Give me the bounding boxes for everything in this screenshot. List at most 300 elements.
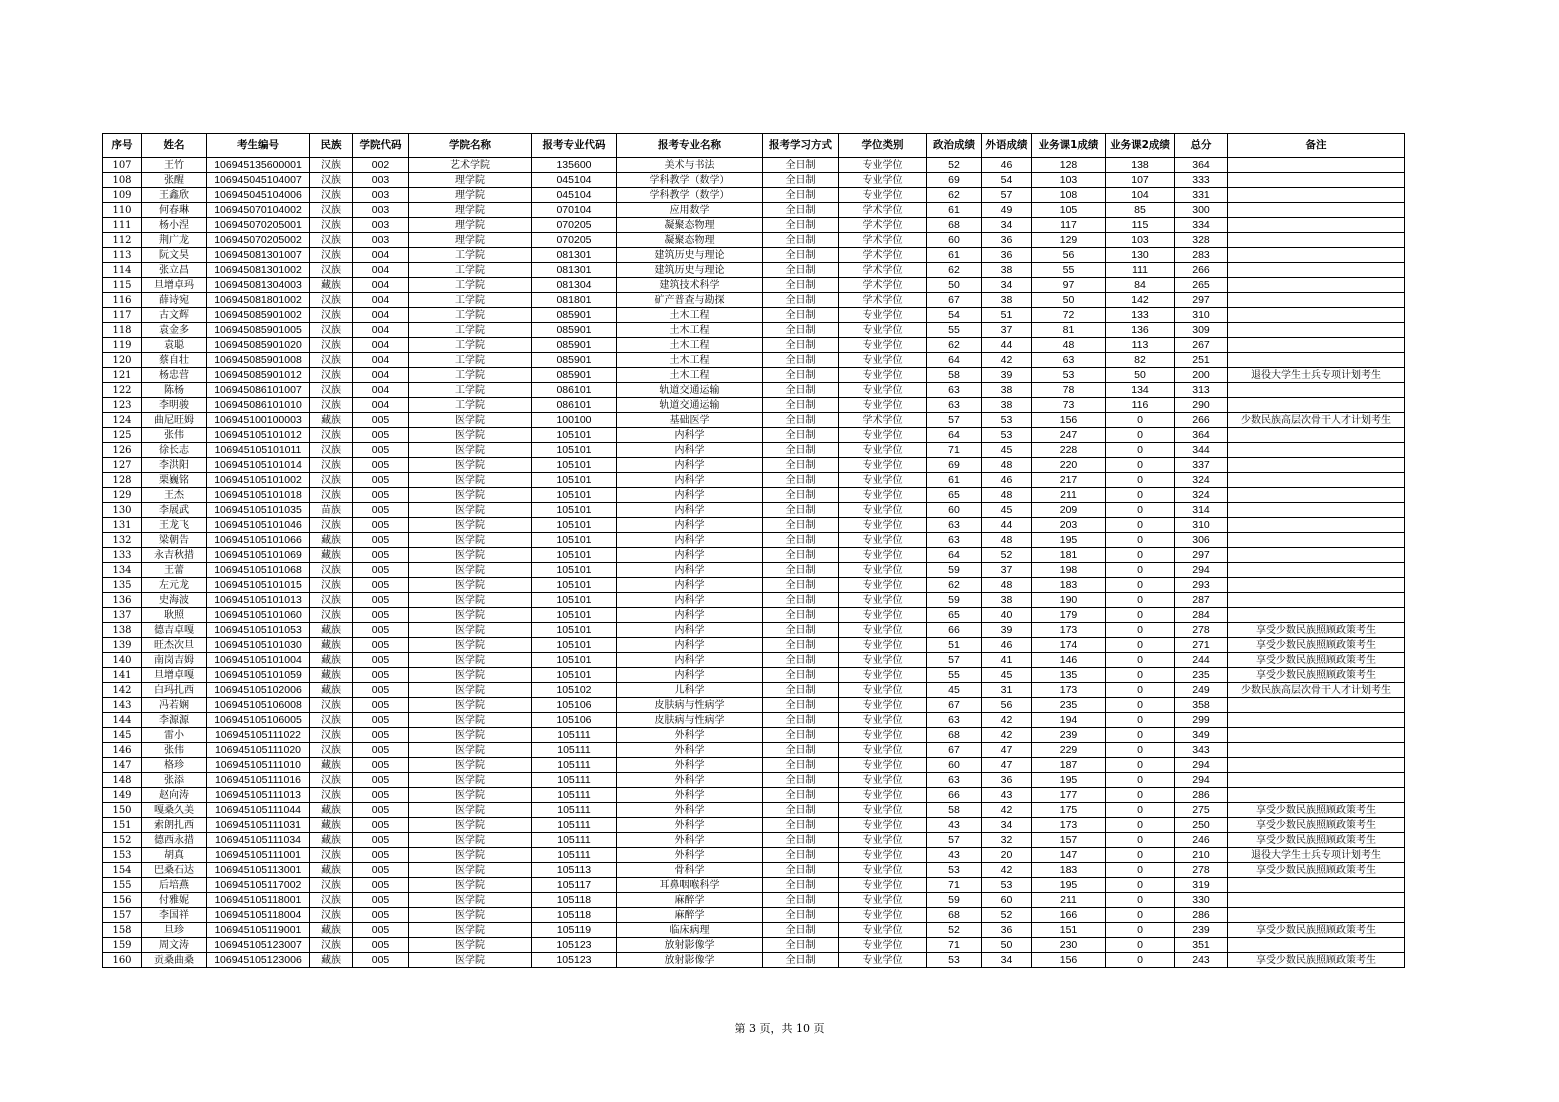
cell-total-score: 313: [1175, 383, 1228, 398]
cell-major-name: 内科学: [617, 563, 763, 578]
cell-college-code: 004: [353, 368, 409, 383]
cell-exam-id: 106945105111020: [207, 743, 310, 758]
cell-subject1-score: 63: [1032, 353, 1106, 368]
cell-politics-score: 65: [927, 608, 982, 623]
cell-exam-id: 106945105101035: [207, 503, 310, 518]
cell-degree-type: 专业学位: [839, 803, 927, 818]
cell-total-score: 314: [1175, 503, 1228, 518]
cell-ethnicity: 汉族: [310, 233, 353, 248]
table-row: [103, 173, 1405, 188]
cell-study-mode: 全日制: [763, 803, 839, 818]
cell-college-name: 医学院: [409, 848, 532, 863]
cell-college-name: 工学院: [409, 353, 532, 368]
cell-remarks: [1228, 788, 1405, 803]
cell-college-name: 医学院: [409, 818, 532, 833]
cell-politics-score: 64: [927, 353, 982, 368]
table-row: [103, 293, 1405, 308]
cell-exam-id: 106945105119001: [207, 923, 310, 938]
cell-seq: 135: [103, 578, 142, 593]
cell-major-name: 外科学: [617, 743, 763, 758]
cell-exam-id: 106945085901012: [207, 368, 310, 383]
cell-college-name: 医学院: [409, 623, 532, 638]
cell-major-name: 土木工程: [617, 353, 763, 368]
cell-college-code: 005: [353, 818, 409, 833]
cell-seq: 112: [103, 233, 142, 248]
cell-degree-type: 专业学位: [839, 338, 927, 353]
cell-college-code: 005: [353, 923, 409, 938]
cell-degree-type: 专业学位: [839, 428, 927, 443]
cell-major-name: 皮肤病与性病学: [617, 713, 763, 728]
cell-politics-score: 66: [927, 788, 982, 803]
cell-exam-id: 106945105101066: [207, 533, 310, 548]
cell-major-name: 基础医学: [617, 413, 763, 428]
cell-exam-id: 106945070205002: [207, 233, 310, 248]
cell-language-score: 32: [982, 833, 1032, 848]
cell-politics-score: 61: [927, 473, 982, 488]
cell-ethnicity: 汉族: [310, 293, 353, 308]
table-row: [103, 458, 1405, 473]
cell-subject2-score: 0: [1106, 638, 1175, 653]
cell-name: 冯若娴: [142, 698, 207, 713]
cell-study-mode: 全日制: [763, 848, 839, 863]
cell-name: 杨忠营: [142, 368, 207, 383]
cell-total-score: 294: [1175, 758, 1228, 773]
cell-seq: 126: [103, 443, 142, 458]
cell-study-mode: 全日制: [763, 323, 839, 338]
cell-degree-type: 专业学位: [839, 473, 927, 488]
cell-language-score: 45: [982, 503, 1032, 518]
cell-language-score: 43: [982, 788, 1032, 803]
cell-subject1-score: 48: [1032, 338, 1106, 353]
cell-college-name: 工学院: [409, 383, 532, 398]
cell-study-mode: 全日制: [763, 773, 839, 788]
cell-seq: 129: [103, 488, 142, 503]
cell-seq: 119: [103, 338, 142, 353]
table-row: [103, 683, 1405, 698]
cell-exam-id: 106945105113001: [207, 863, 310, 878]
cell-major-code: 105101: [532, 548, 617, 563]
cell-politics-score: 45: [927, 683, 982, 698]
cell-college-name: 艺术学院: [409, 158, 532, 173]
cell-ethnicity: 汉族: [310, 518, 353, 533]
cell-politics-score: 62: [927, 188, 982, 203]
cell-remarks: [1228, 743, 1405, 758]
cell-language-score: 36: [982, 248, 1032, 263]
cell-name: 永吉秋措: [142, 548, 207, 563]
cell-major-code: 085901: [532, 323, 617, 338]
cell-study-mode: 全日制: [763, 338, 839, 353]
cell-ethnicity: 藏族: [310, 833, 353, 848]
cell-major-code: 105101: [532, 608, 617, 623]
column-header-major-name: 报考专业名称: [617, 134, 763, 158]
cell-major-name: 骨科学: [617, 863, 763, 878]
cell-major-name: 内科学: [617, 533, 763, 548]
cell-major-name: 内科学: [617, 458, 763, 473]
column-header-ethnicity: 民族: [310, 134, 353, 158]
cell-seq: 125: [103, 428, 142, 443]
cell-major-code: 045104: [532, 173, 617, 188]
cell-total-score: 294: [1175, 563, 1228, 578]
cell-politics-score: 57: [927, 833, 982, 848]
table-row: [103, 263, 1405, 278]
cell-language-score: 42: [982, 353, 1032, 368]
cell-total-score: 324: [1175, 488, 1228, 503]
cell-total-score: 200: [1175, 368, 1228, 383]
cell-seq: 124: [103, 413, 142, 428]
cell-exam-id: 106945105106005: [207, 713, 310, 728]
table-row: [103, 518, 1405, 533]
cell-remarks: [1228, 593, 1405, 608]
cell-subject2-score: 0: [1106, 773, 1175, 788]
cell-subject1-score: 147: [1032, 848, 1106, 863]
cell-remarks: [1228, 173, 1405, 188]
cell-ethnicity: 汉族: [310, 428, 353, 443]
cell-study-mode: 全日制: [763, 788, 839, 803]
cell-subject2-score: 104: [1106, 188, 1175, 203]
cell-total-score: 306: [1175, 533, 1228, 548]
cell-major-code: 105101: [532, 593, 617, 608]
cell-politics-score: 52: [927, 158, 982, 173]
cell-language-score: 34: [982, 818, 1032, 833]
cell-subject1-score: 195: [1032, 773, 1106, 788]
cell-college-name: 医学院: [409, 878, 532, 893]
cell-language-score: 40: [982, 608, 1032, 623]
cell-major-code: 105113: [532, 863, 617, 878]
cell-major-code: 105111: [532, 848, 617, 863]
cell-politics-score: 62: [927, 578, 982, 593]
cell-college-name: 医学院: [409, 953, 532, 968]
cell-major-name: 外科学: [617, 833, 763, 848]
cell-exam-id: 106945105101015: [207, 578, 310, 593]
cell-college-code: 005: [353, 623, 409, 638]
cell-subject2-score: 0: [1106, 743, 1175, 758]
cell-total-score: 286: [1175, 788, 1228, 803]
cell-degree-type: 专业学位: [839, 188, 927, 203]
cell-major-code: 105111: [532, 818, 617, 833]
cell-seq: 145: [103, 728, 142, 743]
cell-seq: 150: [103, 803, 142, 818]
cell-total-score: 349: [1175, 728, 1228, 743]
cell-subject2-score: 0: [1106, 428, 1175, 443]
cell-ethnicity: 汉族: [310, 203, 353, 218]
cell-exam-id: 106945105101018: [207, 488, 310, 503]
cell-ethnicity: 汉族: [310, 713, 353, 728]
cell-seq: 160: [103, 953, 142, 968]
cell-ethnicity: 汉族: [310, 488, 353, 503]
cell-politics-score: 53: [927, 953, 982, 968]
cell-politics-score: 55: [927, 668, 982, 683]
cell-ethnicity: 藏族: [310, 818, 353, 833]
cell-subject2-score: 0: [1106, 803, 1175, 818]
cell-college-name: 医学院: [409, 563, 532, 578]
cell-study-mode: 全日制: [763, 218, 839, 233]
cell-seq: 136: [103, 593, 142, 608]
cell-language-score: 42: [982, 863, 1032, 878]
cell-major-name: 学科教学（数学）: [617, 173, 763, 188]
cell-major-name: 学科教学（数学）: [617, 188, 763, 203]
cell-degree-type: 专业学位: [839, 788, 927, 803]
cell-total-score: 358: [1175, 698, 1228, 713]
cell-seq: 114: [103, 263, 142, 278]
cell-study-mode: 全日制: [763, 953, 839, 968]
cell-major-code: 081301: [532, 248, 617, 263]
cell-college-name: 医学院: [409, 653, 532, 668]
cell-major-name: 内科学: [617, 488, 763, 503]
cell-subject1-score: 181: [1032, 548, 1106, 563]
cell-name: 张醒: [142, 173, 207, 188]
cell-exam-id: 106945105101030: [207, 638, 310, 653]
cell-college-code: 003: [353, 233, 409, 248]
cell-college-code: 004: [353, 263, 409, 278]
cell-total-score: 284: [1175, 608, 1228, 623]
cell-exam-id: 106945105123006: [207, 953, 310, 968]
page-footer: [0, 1020, 1559, 1036]
cell-major-code: 105101: [532, 443, 617, 458]
cell-name: 薛诗宛: [142, 293, 207, 308]
cell-total-score: 265: [1175, 278, 1228, 293]
cell-subject1-score: 190: [1032, 593, 1106, 608]
cell-subject2-score: 0: [1106, 758, 1175, 773]
cell-study-mode: 全日制: [763, 203, 839, 218]
cell-college-name: 理学院: [409, 173, 532, 188]
cell-major-code: 105111: [532, 728, 617, 743]
cell-study-mode: 全日制: [763, 653, 839, 668]
cell-remarks: [1228, 248, 1405, 263]
column-header-language-score: 外语成绩: [982, 134, 1032, 158]
cell-language-score: 38: [982, 293, 1032, 308]
cell-college-name: 医学院: [409, 803, 532, 818]
cell-seq: 108: [103, 173, 142, 188]
table-row: [103, 308, 1405, 323]
cell-study-mode: 全日制: [763, 188, 839, 203]
cell-major-code: 105111: [532, 803, 617, 818]
cell-major-code: 081801: [532, 293, 617, 308]
cell-subject2-score: 0: [1106, 848, 1175, 863]
cell-exam-id: 106945086101010: [207, 398, 310, 413]
cell-total-score: 364: [1175, 428, 1228, 443]
cell-language-score: 38: [982, 383, 1032, 398]
cell-degree-type: 专业学位: [839, 848, 927, 863]
cell-politics-score: 68: [927, 728, 982, 743]
cell-study-mode: 全日制: [763, 623, 839, 638]
cell-major-code: 105101: [532, 638, 617, 653]
cell-subject2-score: 142: [1106, 293, 1175, 308]
cell-seq: 131: [103, 518, 142, 533]
cell-degree-type: 专业学位: [839, 488, 927, 503]
cell-subject2-score: 0: [1106, 713, 1175, 728]
cell-subject2-score: 0: [1106, 908, 1175, 923]
cell-language-score: 37: [982, 563, 1032, 578]
cell-degree-type: 专业学位: [839, 443, 927, 458]
cell-study-mode: 全日制: [763, 488, 839, 503]
cell-study-mode: 全日制: [763, 278, 839, 293]
cell-remarks: [1228, 878, 1405, 893]
cell-degree-type: 专业学位: [839, 533, 927, 548]
cell-total-score: 283: [1175, 248, 1228, 263]
cell-major-name: 外科学: [617, 803, 763, 818]
table-row: [103, 533, 1405, 548]
cell-degree-type: 专业学位: [839, 773, 927, 788]
cell-remarks: [1228, 533, 1405, 548]
cell-degree-type: 专业学位: [839, 158, 927, 173]
cell-degree-type: 学术学位: [839, 248, 927, 263]
cell-college-name: 医学院: [409, 668, 532, 683]
cell-total-score: 328: [1175, 233, 1228, 248]
cell-major-code: 105101: [532, 458, 617, 473]
cell-remarks: 享受少数民族照顾政策考生: [1228, 953, 1405, 968]
cell-total-score: 297: [1175, 548, 1228, 563]
cell-language-score: 50: [982, 938, 1032, 953]
cell-subject1-score: 217: [1032, 473, 1106, 488]
cell-college-name: 医学院: [409, 893, 532, 908]
cell-name: 史海波: [142, 593, 207, 608]
cell-college-name: 工学院: [409, 248, 532, 263]
cell-remarks: 享受少数民族照顾政策考生: [1228, 863, 1405, 878]
table-row: [103, 188, 1405, 203]
cell-study-mode: 全日制: [763, 698, 839, 713]
cell-subject2-score: 111: [1106, 263, 1175, 278]
cell-seq: 158: [103, 923, 142, 938]
cell-exam-id: 106945105123007: [207, 938, 310, 953]
cell-subject2-score: 0: [1106, 653, 1175, 668]
cell-name: 陈杨: [142, 383, 207, 398]
cell-ethnicity: 汉族: [310, 308, 353, 323]
cell-total-score: 310: [1175, 308, 1228, 323]
cell-remarks: [1228, 473, 1405, 488]
cell-major-code: 105101: [532, 653, 617, 668]
cell-seq: 155: [103, 878, 142, 893]
cell-name: 张添: [142, 773, 207, 788]
cell-ethnicity: 汉族: [310, 788, 353, 803]
cell-college-name: 医学院: [409, 503, 532, 518]
cell-name: 后培燕: [142, 878, 207, 893]
cell-politics-score: 67: [927, 293, 982, 308]
cell-total-score: 343: [1175, 743, 1228, 758]
cell-seq: 107: [103, 158, 142, 173]
cell-remarks: [1228, 443, 1405, 458]
table-row: [103, 203, 1405, 218]
cell-degree-type: 专业学位: [839, 863, 927, 878]
cell-language-score: 47: [982, 758, 1032, 773]
cell-name: 旺杰次旦: [142, 638, 207, 653]
cell-exam-id: 106945105111022: [207, 728, 310, 743]
cell-subject1-score: 72: [1032, 308, 1106, 323]
cell-subject1-score: 195: [1032, 533, 1106, 548]
cell-name: 旦珍: [142, 923, 207, 938]
cell-study-mode: 全日制: [763, 263, 839, 278]
cell-subject1-score: 117: [1032, 218, 1106, 233]
cell-college-code: 005: [353, 908, 409, 923]
cell-politics-score: 52: [927, 923, 982, 938]
cell-subject2-score: 0: [1106, 833, 1175, 848]
cell-politics-score: 65: [927, 488, 982, 503]
cell-major-code: 105111: [532, 758, 617, 773]
cell-language-score: 48: [982, 533, 1032, 548]
cell-seq: 154: [103, 863, 142, 878]
cell-college-name: 医学院: [409, 443, 532, 458]
cell-ethnicity: 藏族: [310, 863, 353, 878]
cell-major-name: 建筑历史与理论: [617, 248, 763, 263]
cell-seq: 109: [103, 188, 142, 203]
cell-exam-id: 106945135600001: [207, 158, 310, 173]
cell-college-code: 005: [353, 653, 409, 668]
cell-remarks: [1228, 458, 1405, 473]
cell-subject1-score: 239: [1032, 728, 1106, 743]
cell-seq: 139: [103, 638, 142, 653]
cell-major-code: 105111: [532, 743, 617, 758]
table-row: [103, 473, 1405, 488]
cell-exam-id: 106945085901005: [207, 323, 310, 338]
cell-study-mode: 全日制: [763, 893, 839, 908]
cell-subject2-score: 0: [1106, 518, 1175, 533]
cell-major-code: 105111: [532, 773, 617, 788]
cell-college-name: 工学院: [409, 293, 532, 308]
cell-major-code: 070205: [532, 233, 617, 248]
cell-exam-id: 106945105101011: [207, 443, 310, 458]
cell-major-code: 085901: [532, 338, 617, 353]
cell-politics-score: 63: [927, 398, 982, 413]
table-row: [103, 353, 1405, 368]
cell-name: 王龙飞: [142, 518, 207, 533]
cell-subject1-score: 173: [1032, 818, 1106, 833]
cell-college-name: 医学院: [409, 773, 532, 788]
cell-subject2-score: 0: [1106, 788, 1175, 803]
cell-degree-type: 学术学位: [839, 278, 927, 293]
cell-major-name: 凝聚态物理: [617, 233, 763, 248]
cell-subject1-score: 198: [1032, 563, 1106, 578]
table-row: [103, 728, 1405, 743]
cell-remarks: 退役大学生士兵专项计划考生: [1228, 368, 1405, 383]
cell-total-score: 334: [1175, 218, 1228, 233]
cell-major-name: 土木工程: [617, 308, 763, 323]
cell-total-score: 266: [1175, 413, 1228, 428]
cell-college-name: 医学院: [409, 458, 532, 473]
cell-language-score: 34: [982, 278, 1032, 293]
cell-study-mode: 全日制: [763, 548, 839, 563]
cell-politics-score: 63: [927, 713, 982, 728]
table-row: [103, 623, 1405, 638]
cell-subject1-score: 247: [1032, 428, 1106, 443]
cell-degree-type: 专业学位: [839, 953, 927, 968]
column-header-exam-id: 考生编号: [207, 134, 310, 158]
cell-subject2-score: 107: [1106, 173, 1175, 188]
cell-college-code: 005: [353, 758, 409, 773]
cell-college-code: 004: [353, 248, 409, 263]
cell-name: 荆广龙: [142, 233, 207, 248]
cell-exam-id: 106945105111034: [207, 833, 310, 848]
cell-total-score: 297: [1175, 293, 1228, 308]
cell-remarks: 享受少数民族照顾政策考生: [1228, 833, 1405, 848]
cell-politics-score: 50: [927, 278, 982, 293]
cell-major-name: 外科学: [617, 773, 763, 788]
cell-major-code: 100100: [532, 413, 617, 428]
cell-total-score: 286: [1175, 908, 1228, 923]
cell-college-name: 医学院: [409, 758, 532, 773]
cell-total-score: 278: [1175, 863, 1228, 878]
cell-college-code: 005: [353, 863, 409, 878]
cell-major-name: 矿产普查与勘探: [617, 293, 763, 308]
cell-degree-type: 学术学位: [839, 263, 927, 278]
cell-major-name: 建筑历史与理论: [617, 263, 763, 278]
cell-major-code: 135600: [532, 158, 617, 173]
cell-college-name: 医学院: [409, 488, 532, 503]
cell-college-code: 005: [353, 728, 409, 743]
table-row: [103, 248, 1405, 263]
cell-subject2-score: 0: [1106, 443, 1175, 458]
cell-study-mode: 全日制: [763, 533, 839, 548]
cell-language-score: 38: [982, 593, 1032, 608]
cell-college-code: 005: [353, 788, 409, 803]
